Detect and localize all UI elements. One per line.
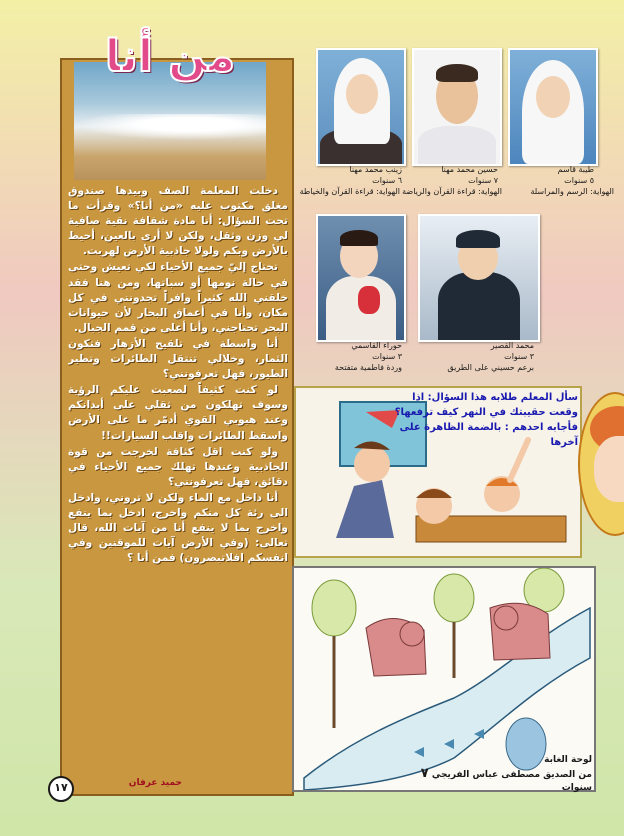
caption-tayba xyxy=(508,164,594,186)
photo-name: حسين محمد مهنا xyxy=(441,165,498,174)
teacher-head xyxy=(354,446,390,482)
drawing-caption xyxy=(404,754,592,795)
caption-mohammed xyxy=(416,340,534,373)
drawing-age-number: ٧ xyxy=(420,766,429,781)
cartoon-boy-illustration xyxy=(578,392,624,536)
photo-age: ٥ سنوات xyxy=(564,176,594,185)
page-number: ١٧ xyxy=(48,776,74,802)
photo-hussein xyxy=(412,48,502,166)
caption-hussein xyxy=(412,164,498,186)
photo-zainab xyxy=(316,48,406,166)
photo-name: محمد القصير xyxy=(490,341,534,350)
photo-age: ٧ سنوات xyxy=(468,176,498,185)
photo-name: حوراء القاسمي xyxy=(351,341,402,350)
article-body xyxy=(68,184,288,774)
photo-tayba xyxy=(508,48,598,166)
photo-name: زينب محمد مهنا xyxy=(349,165,402,174)
drawing-credit-line xyxy=(404,767,592,795)
article-paragraph: تحتاج إليّ جميع الأحياء لكي تعيش وحتى في حالة نومها أو سباتها، ومن هنا فقد خلقني الله كثيراً وافراً تجدونني في كل مكان، وأنا في أعماق البحار لأن حيوانات البحر تحتاجني، وأنا أعلى من قمم الجبال. xyxy=(68,261,288,334)
article-paragraph: أنا داخل مع الماء ولكن لا تروني، وادخل الى رئة كل منكم واخرج، ادخل بما ينفع واخرج بما لا ينفع أنا من آيات الله، قال تعالى: (وفي الأرض آيات للموقنين وفي انفسكم افلاتبصرون) فمن أنا ؟ xyxy=(68,491,288,565)
article-paragraph: ولو كنت اقل كثافة لخرجت من قوة الجاذبية وعندها تهلك جميع الأحياء في دقائق، فهل تعرفونني؟ xyxy=(68,445,288,488)
article-paragraph: لو كنت كثيفاً لصعبت عليكم الرؤية وسوف تهلكون من ثقلي على أبدانكم وعند هبوبي القوي أدمّر ما على الأرض واسقط الطائرات واقلب السيارات!! xyxy=(68,384,288,442)
photo-mohammed xyxy=(418,214,540,342)
article-title: من أنا xyxy=(104,31,236,82)
caption-hussein-hobby: الهواية: قراءة القرآن والرياضة xyxy=(402,187,502,196)
caption-hawra xyxy=(316,340,402,373)
article-author: حميد عرفان xyxy=(128,778,182,788)
caption-zainab xyxy=(316,164,402,186)
photo-age: ٦ سنوات xyxy=(372,176,402,185)
cartoon-joke: سأل المعلم طلابه هذا السؤال: اذا وقعت حقيبتك في النهر كيف ترفعها؟ فأجابه احدهم : بالضمة الظاهرة على آخرها xyxy=(394,392,578,448)
photo-age: ٣ سنوات xyxy=(372,352,402,361)
photo-hobby: وردة فاطمية متفتحة xyxy=(334,363,402,372)
drawing-label: لوحة الغابة xyxy=(544,755,592,765)
photo-age: ٣ سنوات xyxy=(504,352,534,361)
caption-tayba-hobby: الهواية: الرسم والمراسلة xyxy=(530,187,614,196)
drawing-credit: من الصديق مصطفى عباس الفريجي xyxy=(431,770,592,780)
photo-hawra xyxy=(316,214,406,342)
article-paragraph: أنا واسطة في تلقيح الأزهار فتكون الثمار، وخلالي تنتقل الطائرات وتطير الطيور، فهل تعرفونني؟ xyxy=(68,337,288,381)
tree xyxy=(312,580,356,636)
caption-zainab-hobby: الهواية: قراءة القرآن والخياطة xyxy=(299,187,400,196)
article-paragraph: دخلت المعلمة الصف وبيدها صندوق مغلق مكتوب عليه «من أنا؟» وقرأت ما تحت السؤال: أنا مادة شفافة نقية صافية لي وزن وثقل، ولكن لا أرى بالعين، أحيط بالأرض وبكم ولولا جاذبية الأرض لهربت. xyxy=(68,185,288,258)
drawing-age-word: سنوات xyxy=(561,783,592,793)
teacher-body xyxy=(336,480,394,538)
tree xyxy=(434,574,474,622)
photo-name: طيبة قاسم xyxy=(557,165,594,174)
photo-hobby: برعم حسيني على الطريق xyxy=(447,363,534,372)
